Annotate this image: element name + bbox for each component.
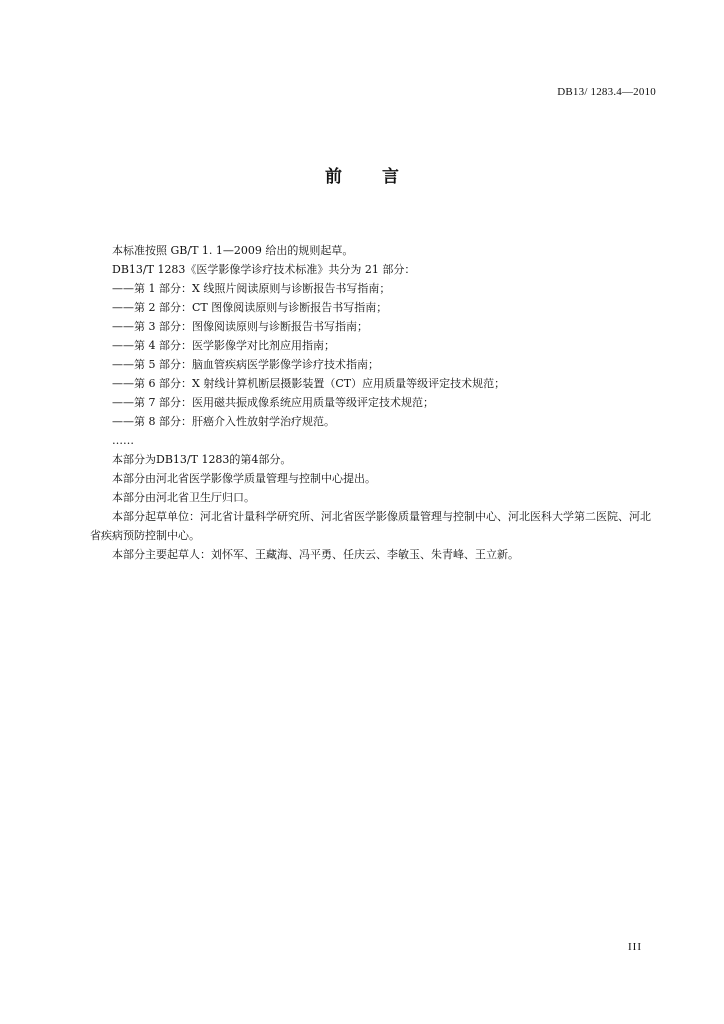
list-item-part-5: ——第 5 部分：脑血管疾病医学影像学诊疗技术指南； <box>112 358 379 371</box>
list-item-part-1: ——第 1 部分：X 线照片阅读原则与诊断报告书写指南； <box>112 282 391 295</box>
page-number: III <box>628 941 642 953</box>
paragraph-drafting-units: 本部分起草单位：河北省计量科学研究所、河北省医学影像质量管理与控制中心、河北医科大学第二医院、河北省疾病预防控制中心。 <box>90 510 651 542</box>
list-item-part-2: ——第 2 部分：CT 图像阅读原则与诊断报告书写指南； <box>112 301 388 314</box>
list-item-part-8: ——第 8 部分：肝癌介入性放射学治疗规范。 <box>112 415 335 428</box>
list-ellipsis: …… <box>112 434 134 447</box>
title-char-1: 前 <box>325 167 342 187</box>
list-item-part-7: ——第 7 部分：医用磁共振成像系统应用质量等级评定技术规范； <box>112 396 434 409</box>
paragraph-drafting-rule: 本标准按照 GB/T 1. 1—2009 给出的规则起草。 <box>112 244 354 257</box>
paragraph-managed-by: 本部分由河北省卫生厅归口。 <box>112 491 255 504</box>
paragraph-standard-parts: DB13/T 1283《医学影像学诊疗技术标准》共分为 21 部分： <box>112 263 416 276</box>
list-item-part-6: ——第 6 部分：X 射线计算机断层摄影装置（CT）应用质量等级评定技术规范； <box>112 377 506 390</box>
page-title <box>0 162 724 187</box>
foreword-body <box>90 241 660 564</box>
title-char-2: 言 <box>382 167 399 187</box>
standard-code: DB13/ 1283.4—2010 <box>557 86 656 98</box>
paragraph-this-part: 本部分为DB13/T 1283的第4部分。 <box>112 453 292 466</box>
paragraph-proposed-by: 本部分由河北省医学影像学质量管理与控制中心提出。 <box>112 472 376 485</box>
list-item-part-4: ——第 4 部分：医学影像学对比剂应用指南； <box>112 339 335 352</box>
list-item-part-3: ——第 3 部分：图像阅读原则与诊断报告书写指南； <box>112 320 368 333</box>
paragraph-drafters: 本部分主要起草人：刘怀军、王藏海、冯平勇、任庆云、李敏玉、朱青峰、王立新。 <box>112 548 519 561</box>
